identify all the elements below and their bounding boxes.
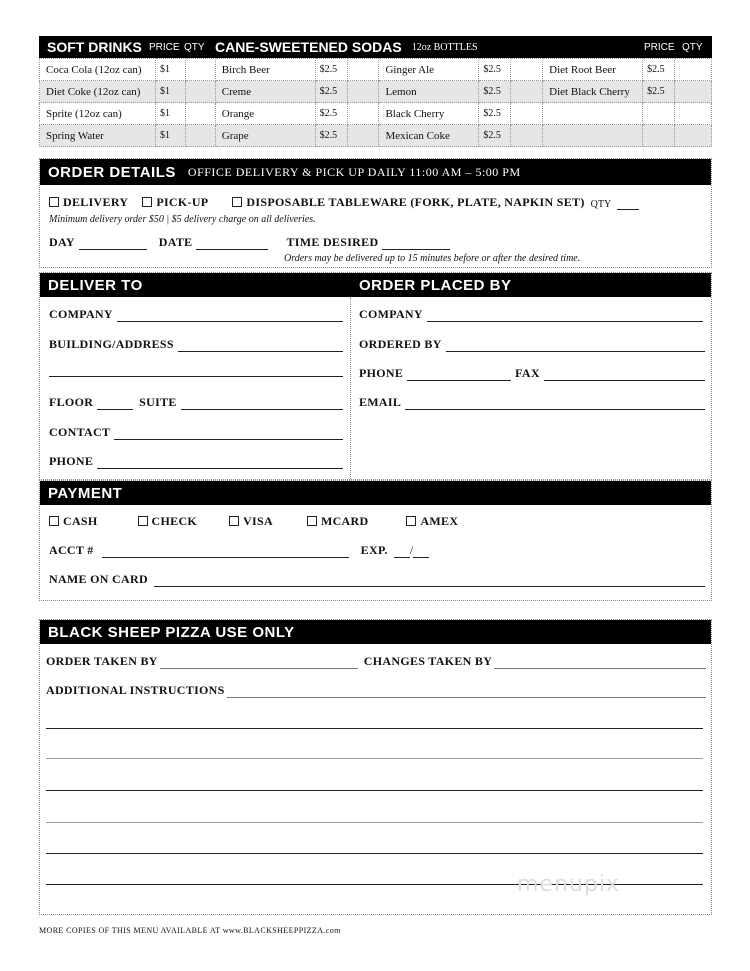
drink-price: $2.5	[315, 59, 347, 81]
mcard-checkbox[interactable]	[307, 516, 317, 526]
footer-note: MORE COPIES OF THIS MENU AVAILABLE AT www.BLACKSHEEPPIZZA.com	[39, 926, 341, 935]
drink-price: $2.5	[643, 59, 675, 81]
drinks-row	[40, 81, 712, 103]
drink-qty-field[interactable]	[675, 59, 712, 81]
drink-name: Ginger Ale	[379, 59, 479, 81]
placed-company-field[interactable]	[427, 310, 703, 322]
cash-checkbox[interactable]	[49, 516, 59, 526]
instruction-line[interactable]	[46, 758, 703, 759]
placed-phone-label: PHONE	[359, 366, 404, 380]
watermark: menupix	[517, 872, 620, 897]
drink-name: Diet Black Cherry	[543, 81, 643, 103]
drink-qty-field[interactable]	[347, 59, 379, 81]
drink-name: Black Cherry	[379, 103, 479, 125]
deliver-section	[39, 272, 712, 480]
deliver-phone-label: PHONE	[49, 454, 94, 468]
instruction-line[interactable]	[46, 853, 703, 854]
drinks-row	[40, 103, 712, 125]
deliver-header	[40, 273, 711, 297]
drink-qty-field[interactable]	[511, 103, 543, 125]
email-row	[359, 395, 705, 410]
name-on-card-row	[49, 572, 705, 587]
drink-name: Spring Water	[40, 125, 156, 147]
ordered-by-label: ORDERED BY	[359, 337, 442, 351]
order-taken-label: ORDER TAKEN BY	[46, 654, 158, 668]
drink-name: Creme	[215, 81, 315, 103]
exp-year-field[interactable]	[413, 546, 429, 558]
drink-price: $1	[155, 81, 185, 103]
drinks-row	[40, 125, 712, 147]
additional-label: ADDITIONAL INSTRUCTIONS	[46, 683, 225, 697]
additional-field[interactable]	[227, 686, 706, 698]
drink-name: Orange	[215, 103, 315, 125]
exp-label: EXP.	[360, 543, 388, 557]
drink-price	[643, 103, 675, 125]
deliver-phone-field[interactable]	[97, 457, 343, 469]
drink-name	[543, 125, 643, 147]
pickup-checkbox[interactable]	[142, 197, 152, 207]
minimum-note: Minimum delivery order $50 | $5 delivery charge on all deliveries.	[49, 214, 316, 225]
floor-label: FLOOR	[49, 395, 94, 409]
soft-drinks-title: SOFT DRINKS	[47, 39, 142, 55]
drinks-table	[39, 58, 712, 147]
order-taken-field[interactable]	[160, 657, 358, 669]
drink-price: $2.5	[315, 125, 347, 147]
suite-label: SUITE	[139, 395, 177, 409]
deliver-address-field[interactable]	[178, 340, 343, 352]
drink-name: Birch Beer	[215, 59, 315, 81]
drink-qty-field[interactable]	[347, 125, 379, 147]
delivery-checkbox[interactable]	[49, 197, 59, 207]
deliver-address-row	[49, 337, 343, 352]
drink-price: $2.5	[315, 81, 347, 103]
payment-header	[40, 481, 711, 505]
email-field[interactable]	[405, 398, 705, 410]
date-row	[49, 235, 450, 250]
visa-option[interactable]: VISA	[229, 514, 273, 529]
drink-price: $2.5	[479, 125, 511, 147]
order-placed-by-title: ORDER PLACED BY	[359, 276, 512, 294]
time-field[interactable]	[382, 238, 450, 250]
name-on-card-label: NAME ON CARD	[49, 572, 148, 586]
drinks-row	[40, 59, 712, 81]
drink-name: Mexican Coke	[379, 125, 479, 147]
exp-separator: /	[409, 543, 414, 557]
placed-company-label: COMPANY	[359, 307, 423, 321]
drink-price: $1	[155, 125, 185, 147]
drink-name: Grape	[215, 125, 315, 147]
email-label: EMAIL	[359, 395, 402, 409]
changes-taken-label: CHANGES TAKEN BY	[363, 654, 493, 668]
ordered-by-field[interactable]	[446, 340, 705, 352]
use-only-section	[39, 619, 712, 915]
drink-qty-field[interactable]	[675, 81, 712, 103]
drink-qty-field[interactable]	[511, 125, 543, 147]
placed-company-row	[359, 307, 703, 322]
fax-field[interactable]	[544, 369, 705, 381]
qty-label: QTY	[184, 41, 205, 53]
tableware-qty-label: QTY	[590, 199, 612, 210]
deliver-company-label: COMPANY	[49, 307, 113, 321]
drink-name	[543, 103, 643, 125]
amex-option[interactable]: AMEX	[406, 514, 458, 529]
use-only-title: BLACK SHEEP PIZZA USE ONLY	[48, 623, 295, 641]
time-label: TIME DESIRED	[286, 235, 379, 249]
drink-name: Coca Cola (12oz can)	[40, 59, 156, 81]
amex-checkbox[interactable]	[406, 516, 416, 526]
order-details-title: ORDER DETAILS	[48, 163, 176, 181]
drinks-section	[39, 36, 712, 147]
cash-option[interactable]: CASH	[49, 514, 98, 529]
drink-qty-field[interactable]	[185, 59, 215, 81]
date-label: DATE	[158, 235, 193, 249]
deliver-address-label: BUILDING/ADDRESS	[49, 337, 174, 351]
day-field[interactable]	[79, 238, 147, 250]
order-details-section	[39, 158, 712, 268]
drink-price: $2.5	[643, 81, 675, 103]
cane-sodas-title: CANE-SWEETENED SODAS	[215, 39, 402, 55]
order-details-header	[40, 159, 711, 185]
drink-qty-field[interactable]	[511, 59, 543, 81]
drinks-header	[39, 36, 712, 58]
drink-qty-field[interactable]	[185, 125, 215, 147]
fax-label: FAX	[515, 366, 540, 380]
payment-title: PAYMENT	[48, 484, 123, 502]
ordered-by-row	[359, 337, 705, 352]
deliver-phone-row	[49, 454, 343, 469]
tableware-checkbox[interactable]	[232, 197, 242, 207]
time-note: Orders may be delivered up to 15 minutes before or after the desired time.	[284, 253, 581, 264]
tableware-option[interactable]: DISPOSABLE TABLEWARE (FORK, PLATE, NAPKIN SET)	[232, 195, 584, 210]
delivery-options	[49, 195, 639, 210]
drink-price: $2.5	[479, 81, 511, 103]
mcard-option[interactable]: MCARD	[307, 514, 369, 529]
drink-name: Sprite (12oz can)	[40, 103, 156, 125]
instruction-line[interactable]	[46, 822, 703, 823]
instruction-line[interactable]	[46, 728, 703, 729]
date-field[interactable]	[196, 238, 268, 250]
drink-qty-field[interactable]	[185, 103, 215, 125]
payment-section	[39, 480, 712, 601]
drink-qty-field[interactable]	[675, 125, 712, 147]
drink-price	[643, 125, 675, 147]
deliver-contact-row	[49, 425, 343, 440]
floor-field[interactable]	[97, 398, 133, 410]
check-option[interactable]: CHECK	[138, 514, 198, 529]
drink-price: $2.5	[315, 103, 347, 125]
cane-sodas-subtitle: 12oz BOTTLES	[411, 41, 478, 53]
deliver-floor-row	[49, 395, 343, 410]
drink-qty-field[interactable]	[511, 81, 543, 103]
drink-qty-field[interactable]	[185, 81, 215, 103]
pickup-option[interactable]: PICK-UP	[142, 195, 208, 210]
acct-field[interactable]	[102, 546, 349, 558]
drink-name: Diet Coke (12oz can)	[40, 81, 156, 103]
acct-row	[49, 543, 429, 558]
column-divider	[350, 297, 351, 479]
contact-label: CONTACT	[49, 425, 111, 439]
contact-field[interactable]	[114, 428, 343, 440]
deliver-address-field-2[interactable]	[49, 365, 343, 377]
placed-phone-field[interactable]	[407, 369, 511, 381]
acct-label: ACCT #	[49, 543, 94, 557]
price-label-2: PRICE	[644, 41, 675, 53]
drink-qty-field[interactable]	[347, 81, 379, 103]
exp-month-field[interactable]	[394, 546, 410, 558]
drink-name: Lemon	[379, 81, 479, 103]
drink-price: $1	[155, 59, 185, 81]
payment-methods	[49, 514, 458, 529]
drink-price: $2.5	[479, 103, 511, 125]
deliver-to-title: DELIVER TO	[48, 276, 143, 294]
tableware-qty-field[interactable]	[617, 198, 639, 210]
drink-qty-field[interactable]	[347, 103, 379, 125]
drink-name: Diet Root Beer	[543, 59, 643, 81]
delivery-option[interactable]: DELIVERY	[49, 195, 128, 210]
day-label: DAY	[49, 235, 75, 249]
qty-label-2: QTY	[682, 41, 703, 53]
instruction-line[interactable]	[46, 790, 703, 791]
placed-phone-row	[359, 366, 705, 381]
additional-row	[46, 683, 706, 698]
drink-price: $1	[155, 103, 185, 125]
use-only-header	[40, 620, 711, 644]
price-label: PRICE	[149, 41, 180, 53]
deliver-company-row	[49, 307, 343, 322]
deliver-company-field[interactable]	[117, 310, 343, 322]
suite-field[interactable]	[181, 398, 343, 410]
drink-qty-field[interactable]	[675, 103, 712, 125]
visa-checkbox[interactable]	[229, 516, 239, 526]
name-on-card-field[interactable]	[154, 575, 705, 587]
check-checkbox[interactable]	[138, 516, 148, 526]
changes-taken-field[interactable]	[494, 657, 706, 669]
order-details-subtitle: OFFICE DELIVERY & PICK UP DAILY 11:00 AM – 5:00 PM	[187, 164, 521, 179]
taken-by-row	[46, 654, 706, 669]
drink-price: $2.5	[479, 59, 511, 81]
